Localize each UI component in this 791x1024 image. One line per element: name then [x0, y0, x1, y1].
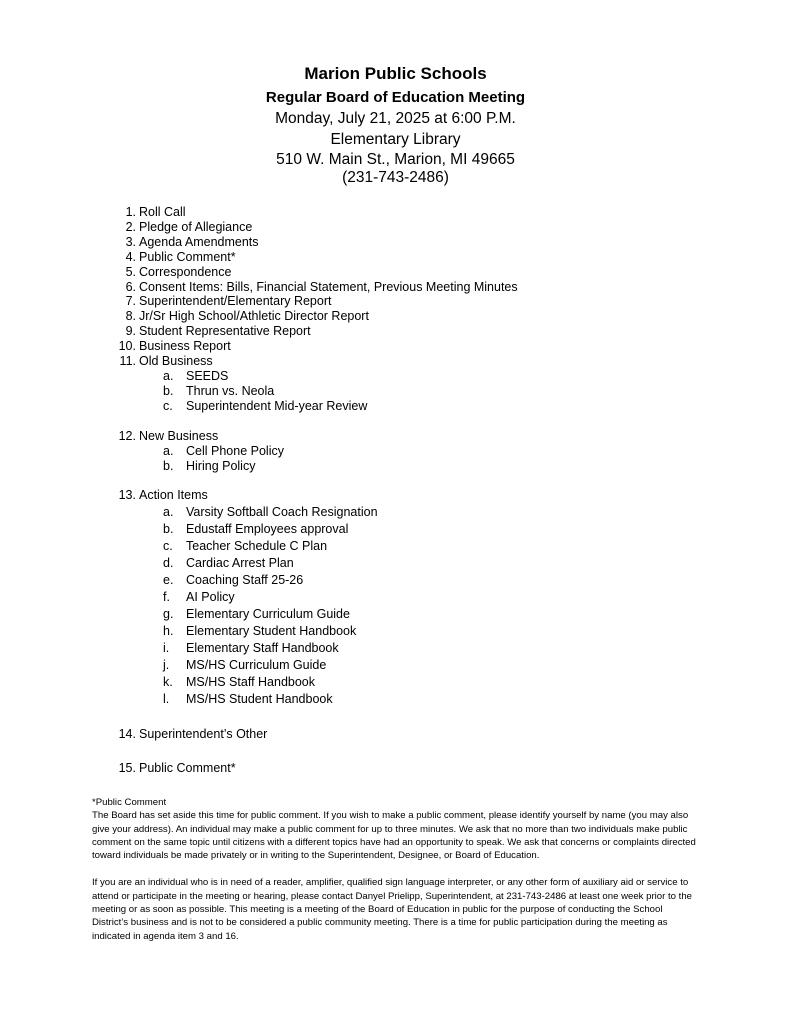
agenda-item-label: Public Comment* — [139, 761, 236, 775]
agenda-item-number: 1. — [125, 205, 136, 219]
agenda-item-label: Jr/Sr High School/Athletic Director Report — [139, 309, 369, 323]
agenda-item-label: Student Representative Report — [139, 324, 311, 338]
agenda-subitem-label: Elementary Curriculum Guide — [186, 607, 350, 621]
meeting-datetime: Monday, July 21, 2025 at 6:00 P.M. — [275, 110, 516, 127]
agenda-item-number: 10. — [118, 339, 136, 353]
agenda-subitem-label: Elementary Staff Handbook — [186, 641, 339, 655]
agenda-item-number: 2. — [125, 220, 136, 234]
agenda-item-number: 11. — [119, 354, 136, 368]
agenda-item-label: Superintendent’s Other — [139, 727, 268, 741]
agenda-item-label: Superintendent/Elementary Report — [139, 294, 332, 308]
meeting-phone: (231-743-2486) — [342, 169, 449, 186]
agenda-item-number: 7. — [125, 294, 136, 308]
agenda-subitem-letter: a. — [163, 505, 174, 519]
meeting-address: 510 W. Main St., Marion, MI 49665 — [276, 151, 515, 168]
agenda-subitem-label: Superintendent Mid-year Review — [186, 399, 368, 413]
agenda-subitem-label: Varsity Softball Coach Resignation — [186, 505, 378, 519]
agenda-subitem-letter: l. — [163, 692, 170, 706]
agenda-subitem-letter: b. — [163, 522, 174, 536]
school-name: Marion Public Schools — [304, 64, 487, 83]
agenda-item-number: 14. — [118, 727, 136, 741]
agenda-subitem-label: MS/HS Staff Handbook — [186, 675, 316, 689]
agenda-subitem-letter: f. — [163, 590, 170, 604]
agenda-subitem-label: Cell Phone Policy — [186, 444, 284, 458]
meeting-title: Regular Board of Education Meeting — [265, 89, 526, 106]
agenda-subitem-label: Edustaff Employees approval — [186, 522, 349, 536]
agenda-subitem-label: MS/HS Student Handbook — [186, 692, 333, 706]
agenda-subitem-letter: c. — [163, 539, 173, 553]
public-comment-heading: *Public Comment — [92, 797, 167, 808]
agenda-subitem-label: Coaching Staff 25-26 — [186, 573, 304, 587]
agenda-item-number: 5. — [125, 265, 136, 279]
agenda-item-label: Consent Items: Bills, Financial Statement, Previous Meeting Minutes — [139, 280, 518, 294]
agenda-subitem-label: Cardiac Arrest Plan — [186, 556, 294, 570]
footnotes — [92, 796, 700, 943]
agenda-subitem-label: AI Policy — [186, 590, 235, 604]
agenda-subitem-letter: a. — [163, 444, 174, 458]
meeting-location: Elementary Library — [330, 131, 461, 148]
agenda-subitem-label: Elementary Student Handbook — [186, 624, 357, 638]
agenda-subitem-label: Thrun vs. Neola — [186, 384, 275, 398]
agenda-subitem-label: Teacher Schedule C Plan — [186, 539, 328, 553]
agenda-item-label: Public Comment* — [139, 250, 236, 264]
agenda-subitem-letter: e. — [163, 573, 174, 587]
agenda-subitem-label: MS/HS Curriculum Guide — [186, 658, 327, 672]
agenda-item-number: 8. — [125, 309, 136, 323]
agenda-item-number: 9. — [125, 324, 136, 338]
agenda-subitem-letter: j. — [163, 658, 170, 672]
agenda-item-number: 3. — [125, 235, 136, 249]
agenda-item-number: 13. — [118, 488, 136, 502]
agenda-subitem-letter: b. — [163, 459, 174, 473]
agenda-item-number: 15. — [118, 761, 136, 775]
agenda-item-number: 6. — [125, 280, 136, 294]
agenda-item-label: New Business — [139, 429, 219, 443]
agenda-subitem-letter: i. — [163, 641, 170, 655]
accessibility-note: If you are an individual who is in need of a reader, amplifier, qualified sign language interpreter, or any other form of auxiliary aid or service to attend or participate in the meeting or hearing, please contact Danyel Prielipp, Superintendent, at 231-743-2486 at least one week prior to the meeting or as soon as possible. This meeting is a meeting of the Board of Education in public for the purpose of conducting the School District’s business and is not to be considered a public community meeting. There is a time for public participation during the meeting as indicated in agenda item 3 and 16. — [92, 877, 692, 942]
agenda-subitem-letter: d. — [163, 556, 174, 570]
agenda-item-number: 12. — [118, 429, 136, 443]
agenda-subitem-letter: g. — [163, 607, 174, 621]
agenda-item-label: Old Business — [139, 354, 213, 368]
agenda-item-label: Agenda Amendments — [139, 235, 259, 249]
agenda-subitem-letter: h. — [163, 624, 174, 638]
agenda-subitem-label: Hiring Policy — [186, 459, 256, 473]
agenda-subitem-letter: a. — [163, 369, 174, 383]
agenda-subitem-letter: k. — [163, 675, 173, 689]
agenda-item-label: Correspondence — [139, 265, 232, 279]
agenda-subitem-label: SEEDS — [186, 369, 229, 383]
agenda-item-label: Roll Call — [139, 205, 186, 219]
public-comment-note: The Board has set aside this time for public comment. If you wish to make a public comment, please identify yourself by name (you may also give your address). An individual may make a public comment for up to three minutes. We ask that no more than two individuals make public comment on the same topic until citizens with a different topics have had an opportunity to speak. We ask that concerns or complaints directed toward individuals be made privately or in writing to the Superintendent, Designee, or Board of Education. — [92, 810, 696, 862]
agenda-item-label: Business Report — [139, 339, 231, 353]
agenda-item-label: Action Items — [139, 488, 208, 502]
agenda-item-number: 4. — [125, 250, 136, 264]
agenda-item-label: Pledge of Allegiance — [139, 220, 253, 234]
agenda-subitem-letter: c. — [163, 399, 173, 413]
agenda-subitem-letter: b. — [163, 384, 174, 398]
